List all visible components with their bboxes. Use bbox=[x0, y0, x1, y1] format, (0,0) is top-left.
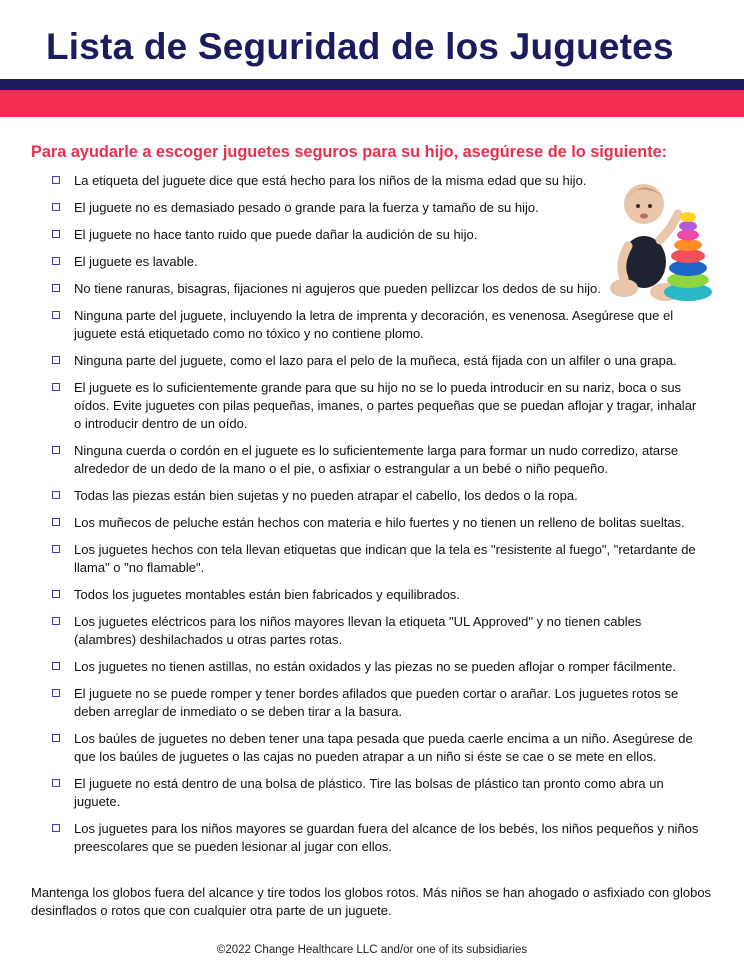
checklist-item-text: El juguete no está dentro de una bolsa de plástico. Tire las bolsas de plástico tan pronto como abra un juguete. bbox=[74, 776, 664, 809]
safety-checklist bbox=[52, 172, 702, 865]
checklist-item bbox=[52, 442, 702, 478]
checklist-item-text: El juguete no es demasiado pesado o grande para la fuerza y tamaño de su hijo. bbox=[74, 200, 539, 215]
checklist-item bbox=[52, 685, 702, 721]
checkbox-icon bbox=[52, 689, 60, 697]
checklist-item-text: Los juguetes eléctricos para los niños mayores llevan la etiqueta "UL Approved" y no tienen cables (alambres) deshilachados u otras partes rotas. bbox=[74, 614, 642, 647]
checklist-item bbox=[52, 307, 702, 343]
checklist-item bbox=[52, 586, 702, 604]
checkbox-icon bbox=[52, 311, 60, 319]
checklist-item bbox=[52, 541, 702, 577]
checklist-item bbox=[52, 514, 702, 532]
checklist-item bbox=[52, 172, 702, 190]
checkbox-icon bbox=[52, 176, 60, 184]
checklist-item-text: La etiqueta del juguete dice que está hecho para los niños de la misma edad que su hijo. bbox=[74, 173, 587, 188]
checkbox-icon bbox=[52, 518, 60, 526]
checklist-item bbox=[52, 613, 702, 649]
checkbox-icon bbox=[52, 824, 60, 832]
checkbox-icon bbox=[52, 779, 60, 787]
page-title: Lista de Seguridad de los Juguetes bbox=[46, 26, 674, 67]
checklist-item-text: Los muñecos de peluche están hechos con materia e hilo fuertes y no tienen un relleno de bolitas sueltas. bbox=[74, 515, 685, 530]
checklist-item bbox=[52, 487, 702, 505]
checklist-item-text: El juguete no hace tanto ruido que puede dañar la audición de su hijo. bbox=[74, 227, 478, 242]
checklist-item bbox=[52, 253, 702, 271]
checklist-item-text: El juguete es lo suficientemente grande para que su hijo no se lo pueda introducir en su nariz, boca o sus oídos. Evite juguetes con pilas pequeñas, imanes, o partes pequeñas que se puedan aflojar y tragar, inhalar o introducir dentro de un oído. bbox=[74, 380, 697, 431]
checkbox-icon bbox=[52, 356, 60, 364]
checklist-item-text: Todas las piezas están bien sujetas y no pueden atrapar el cabello, los dedos o la ropa. bbox=[74, 488, 578, 503]
checklist-item-text: El juguete no se puede romper y tener bordes afilados que pueden cortar o arañar. Los juguetes rotos se deben arreglar de inmediato o se deben tirar a la basura. bbox=[74, 686, 679, 719]
header-band-navy bbox=[0, 79, 744, 90]
checkbox-icon bbox=[52, 545, 60, 553]
checklist-item-text: Los juguetes para los niños mayores se guardan fuera del alcance de los bebés, los niños pequeños y niños preescolares que se pueden lesionar al jugar con ellos. bbox=[74, 821, 699, 854]
checklist-item-text: Ninguna parte del juguete, incluyendo la letra de imprenta y decoración, es venenosa. Asegúrese que el juguete está etiquetado como no tóxico y no contiene plomo. bbox=[74, 308, 674, 341]
checklist-item-text: Los juguetes no tienen astillas, no están oxidados y las piezas no se pueden aflojar o romper fácilmente. bbox=[74, 659, 676, 674]
checklist-item bbox=[52, 775, 702, 811]
checklist-item-text: No tiene ranuras, bisagras, fijaciones ni agujeros que pueden pellizcar los dedos de su hijo. bbox=[74, 281, 601, 296]
checklist-item bbox=[52, 820, 702, 856]
copyright-footer: ©2022 Change Healthcare LLC and/or one of its subsidiaries bbox=[216, 944, 528, 956]
checklist-item-text: Todos los juguetes montables están bien fabricados y equilibrados. bbox=[74, 587, 460, 602]
checklist-item-text: Los baúles de juguetes no deben tener una tapa pesada que pueda caerle encima a un niño. Asegúrese de que los baúles de juguetes o las cajas no pueden atrapar a un niño si éste se cae o se mete en ellos. bbox=[74, 731, 693, 764]
checklist-item-text: Ninguna parte del juguete, como el lazo para el pelo de la muñeca, está fijada con un alfiler o una grapa. bbox=[74, 353, 677, 368]
checklist-item bbox=[52, 658, 702, 676]
checkbox-icon bbox=[52, 446, 60, 454]
checklist-item bbox=[52, 280, 702, 298]
checklist-item-text: Ninguna cuerda o cordón en el juguete es lo suficientemente larga para formar un nudo corredizo, atarse alrededor de un dedo de la mano o el pie, o asfixiar o estrangular a un bebé o niño pequeño. bbox=[74, 443, 679, 476]
checklist-item bbox=[52, 226, 702, 244]
balloon-warning-note: Mantenga los globos fuera del alcance y tire todos los globos rotos. Más niños se han ahogado o asfixiado con globos desinflados o rotos que con cualquier otra parte de un juguete. bbox=[31, 885, 712, 918]
checkbox-icon bbox=[52, 230, 60, 238]
checkbox-icon bbox=[52, 590, 60, 598]
checkbox-icon bbox=[52, 491, 60, 499]
checklist-item bbox=[52, 352, 702, 370]
checkbox-icon bbox=[52, 662, 60, 670]
header-band-red bbox=[0, 90, 744, 117]
checkbox-icon bbox=[52, 617, 60, 625]
checkbox-icon bbox=[52, 257, 60, 265]
checkbox-icon bbox=[52, 284, 60, 292]
checklist-item-text: El juguete es lavable. bbox=[74, 254, 198, 269]
checkbox-icon bbox=[52, 383, 60, 391]
section-subtitle: Para ayudarle a escoger juguetes seguros para su hijo, asegúrese de lo siguiente: bbox=[31, 143, 668, 161]
checklist-item bbox=[52, 379, 702, 433]
checklist-item bbox=[52, 730, 702, 766]
checklist-item-text: Los juguetes hechos con tela llevan etiquetas que indican que la tela es "resistente al fuego", "retardante de llama" o "no flamable". bbox=[74, 542, 696, 575]
checkbox-icon bbox=[52, 203, 60, 211]
checklist-item bbox=[52, 199, 702, 217]
checkbox-icon bbox=[52, 734, 60, 742]
